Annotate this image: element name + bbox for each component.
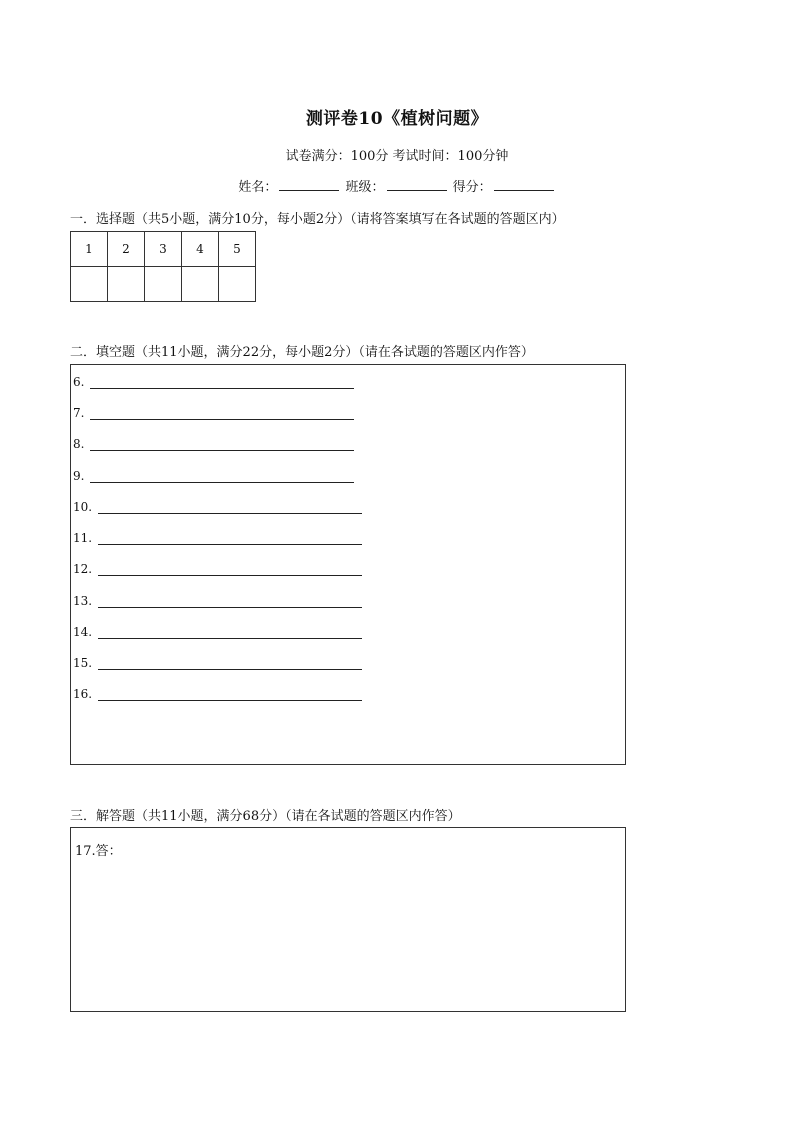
fill-item xyxy=(73,406,354,420)
choice-answer-cell[interactable] xyxy=(71,267,108,302)
fill-item xyxy=(73,656,362,670)
item-number: 10. xyxy=(73,500,93,514)
choice-answer-cell[interactable] xyxy=(182,267,219,302)
answer-line[interactable] xyxy=(98,532,362,545)
name-label: 姓名： xyxy=(238,180,278,195)
answer-line[interactable] xyxy=(98,595,362,608)
choice-answer-grid xyxy=(70,231,256,302)
fill-item xyxy=(73,562,362,576)
score-blank[interactable] xyxy=(494,178,554,191)
answer-line[interactable] xyxy=(90,470,354,483)
answer-line[interactable] xyxy=(98,626,362,639)
item-number: 9. xyxy=(73,469,85,483)
class-blank[interactable] xyxy=(387,178,447,191)
fill-item xyxy=(73,500,362,514)
fill-item xyxy=(73,625,362,639)
item-number: 16. xyxy=(73,687,93,701)
page-title: 测评卷10《植树问题》 xyxy=(305,109,489,129)
class-label: 班级： xyxy=(345,180,385,195)
fill-blank-answer-box xyxy=(70,364,626,765)
choice-number: 2 xyxy=(108,232,145,267)
choice-answer-cell[interactable] xyxy=(145,267,182,302)
answer-line[interactable] xyxy=(98,657,362,670)
item-number: 15. xyxy=(73,656,93,670)
choice-number: 1 xyxy=(71,232,108,267)
item-number: 14. xyxy=(73,625,93,639)
name-blank[interactable] xyxy=(279,178,339,191)
answer-line[interactable] xyxy=(90,407,354,420)
choice-answer-cell[interactable] xyxy=(219,267,256,302)
item-number: 13. xyxy=(73,594,93,608)
answer-line[interactable] xyxy=(98,563,362,576)
item-number: 7. xyxy=(73,406,85,420)
choice-number: 3 xyxy=(145,232,182,267)
item-number: 6. xyxy=(73,375,85,389)
answer-line[interactable] xyxy=(90,376,354,389)
choice-answer-cell[interactable] xyxy=(108,267,145,302)
choice-number: 5 xyxy=(219,232,256,267)
choice-number: 4 xyxy=(182,232,219,267)
item-number: 11. xyxy=(73,531,93,545)
exam-info: 试卷满分：100分 考试时间：100分钟 xyxy=(285,149,509,164)
score-label: 得分： xyxy=(452,180,492,195)
section-3-heading: 三．解答题（共11小题，满分68分）（请在各试题的答题区内作答） xyxy=(70,809,461,824)
student-info-row xyxy=(0,176,794,195)
answer-line[interactable] xyxy=(98,501,362,514)
item-number: 8. xyxy=(73,437,85,451)
section-2-heading: 二．填空题（共11小题，满分22分，每小题2分）（请在各试题的答题区内作答） xyxy=(70,345,534,360)
answer-label: 17.答： xyxy=(75,844,122,859)
fill-item xyxy=(73,469,354,483)
answer-line[interactable] xyxy=(90,438,354,451)
solution-answer-box[interactable] xyxy=(70,827,626,1012)
section-1-heading: 一．选择题（共5小题，满分10分，每小题2分）（请将答案填写在各试题的答题区内） xyxy=(70,212,565,227)
item-number: 12. xyxy=(73,562,93,576)
fill-item xyxy=(73,687,362,701)
fill-item xyxy=(73,375,354,389)
answer-line[interactable] xyxy=(98,688,362,701)
fill-item xyxy=(73,594,362,608)
fill-item xyxy=(73,437,354,451)
fill-item xyxy=(73,531,362,545)
